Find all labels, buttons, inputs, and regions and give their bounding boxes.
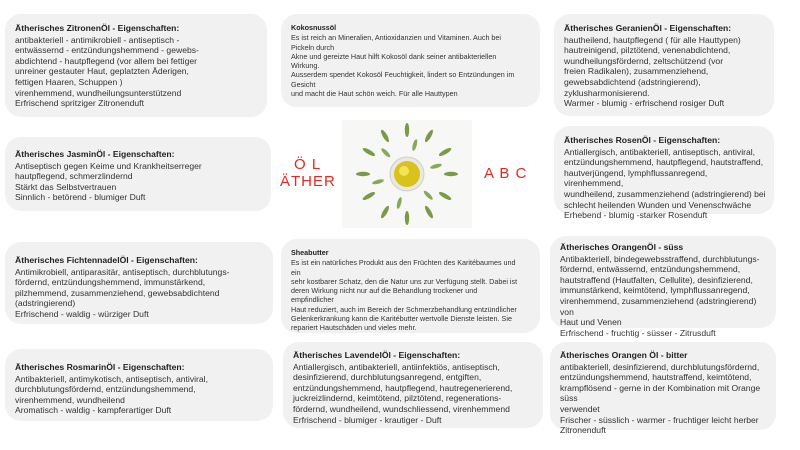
card-geranie (554, 14, 774, 116)
card-body: antibakteriell, desinfizierend, durchblutungsfördernd, entzündungshemmend, hautstraffend, keimtötend, krampflösend - gerne in der Kombination mit Orange süss verwendet Frischer - süsslich - warmer - fruchtiger leicht herber Zitronenduft (560, 361, 761, 436)
card-title: Ätherisches GeranienÖl - Eigenschaften: (564, 23, 732, 33)
card-title: Ätherisches RosmarinÖl - Eigenschaften: (15, 362, 185, 372)
card-title: Kokosnussöl (291, 23, 337, 32)
card-body: antibakteriell - antimikrobiell - antiseptisch - entwässernd - entzündungshemmend - gewebs- abdichtend - hautpflegend (vor allem bei fettiger unreiner gestauter Haut, geplatzten Äderigen, fettigen Haaren, Schuppen ) virenhemmend, wundheilungsunterstützend Erfrischend spritziger Zitronenduft (15, 34, 199, 109)
card-fichte (5, 242, 273, 324)
card-jasmin (5, 137, 271, 211)
card-body: Antibakteriell, bindegewebsstraffend, durchblutungs- fördernd, entwässernd, entzündungshemmend, hautstraffend (Hautfalten, Cellulite), desinfizierend, immunstärkend, keimtötend, lymphflussanregend, virenhemmend, zusammenziehend (adstringierend) von Haut und Venen Erfrischend - fruchtig - süsser - Zitrusduft (560, 253, 760, 338)
card-title: Ätherisches OrangenÖl - süss (560, 242, 684, 252)
card-body: hautheilend, hautpflegend ( für alle Hauttypen) hautreinigend, pilztötend, venenabdichtend, wundheilungsfördernd, zeltschützend (vor freien Radikalen), zusammenziehend, gewebsabdichtend (adstringierend), zyklusharmonisierend. Warmer - blumig - erfrischend rosiger Duft (564, 34, 741, 109)
title-aether: ÄTHER (280, 173, 336, 190)
card-body: Antiallergisch, antibakteriell, antiseptisch, antiviral, entzündungshemmend, hautpflegend, hautstraffend, hautverjüngend, lymphflussanregend, virenhemmend, wundheilend, zusammenziehend (adstringierend) bei schlecht heilenden Wunden und Venenschwäche Erhebend - blumig -starker Rosenduft (564, 146, 766, 221)
card-body: Es ist ein natürliches Produkt aus den Früchten des Karitébaumes und ein sehr kostbarer Schatz, den die Natur uns zur Verfügung stellt. Dabei ist deren Wirkung nicht nur auf die Behandlung trockener und empfindlicher Haut reduziert, auch im Bereich der Schmerzbehandlung entzündlicher Gelenkerkrankung kann die Karitébutter wertvolle Dienste leisten. Sie repariert Hautschäden und vieles mehr. (291, 258, 518, 333)
title-oel: Ö L (294, 156, 322, 173)
card-title: Sheabutter (291, 248, 329, 257)
card-body: Antiallergisch, antibakteriell, antiinfektiös, antiseptisch, desinfizierend, durchblutungsanregend, entgiften, entzündungshemmend, hautpflegend, hautregenerierend, juckreizlindernd, keimtötend, pilztötend, regenerations- fördernd, wundheilend, wundschliessend, virenhemmend Erfrischend - blumiger - krautiger - Duft (293, 361, 513, 425)
olive-oil-photo (342, 120, 472, 228)
card-orange-bitter (550, 342, 776, 436)
card-orange-suess (550, 236, 776, 338)
olive-leaves-icon (342, 120, 472, 228)
card-kokos (281, 14, 540, 107)
card-body: Antiseptisch gegen Keime und Krankheitserreger hautpflegend, schmerzlindernd Stärkt das Selbstvertrauen Sinnlich - betörend - blumiger Duft (15, 160, 202, 203)
card-lavendel (283, 342, 543, 428)
card-rosmarin (5, 349, 273, 421)
card-title: Ätherisches Orangen Öl - bitter (560, 350, 688, 360)
card-body: Es ist reich an Mineralien, Antioxidanzien und Vitaminen. Auch bei Pickeln durch Akne und gereizte Haut hilft Kokosöl dank seiner antibakteriellen Wirkung. Ausserdem spendet Kokosöl Feuchtigkeit, lindert so Entzündungen im Gesicht und macht die Haut schön weich. Für alle Hauttypen (291, 33, 515, 99)
card-rose (554, 126, 774, 221)
card-title: Ätherisches FichtennadelÖl - Eigenschaften: (15, 255, 198, 265)
card-zitrone (5, 14, 267, 117)
card-body: Antimikrobiell, antiparasitär, antiseptisch, durchblutungs- fördernd, entzündungshemmend, immunstärkend, pilzhemmend, zusammenziehend, gewebsabdichtend (adstringierend) Erfrischend - waldig - würziger Duft (15, 266, 230, 319)
card-title: Ätherisches ZitronenÖl - Eigenschaften: (15, 23, 180, 33)
card-title: Ätherisches RosenÖl - Eigenschaften: (564, 135, 721, 145)
card-title: Ätherisches JasminÖl - Eigenschaften: (15, 149, 175, 159)
card-title: Ätherisches LavendelÖl - Eigenschaften: (293, 350, 461, 360)
title-abc: A B C (484, 165, 528, 182)
card-shea (281, 239, 540, 333)
card-body: Antibakteriell, antimykotisch, antiseptisch, antiviral, durchblutungsfördernd, entzündungshemmend, virenhemmend, wundheilend Aromatisch - waldig - kampferartiger Duft (15, 373, 208, 416)
